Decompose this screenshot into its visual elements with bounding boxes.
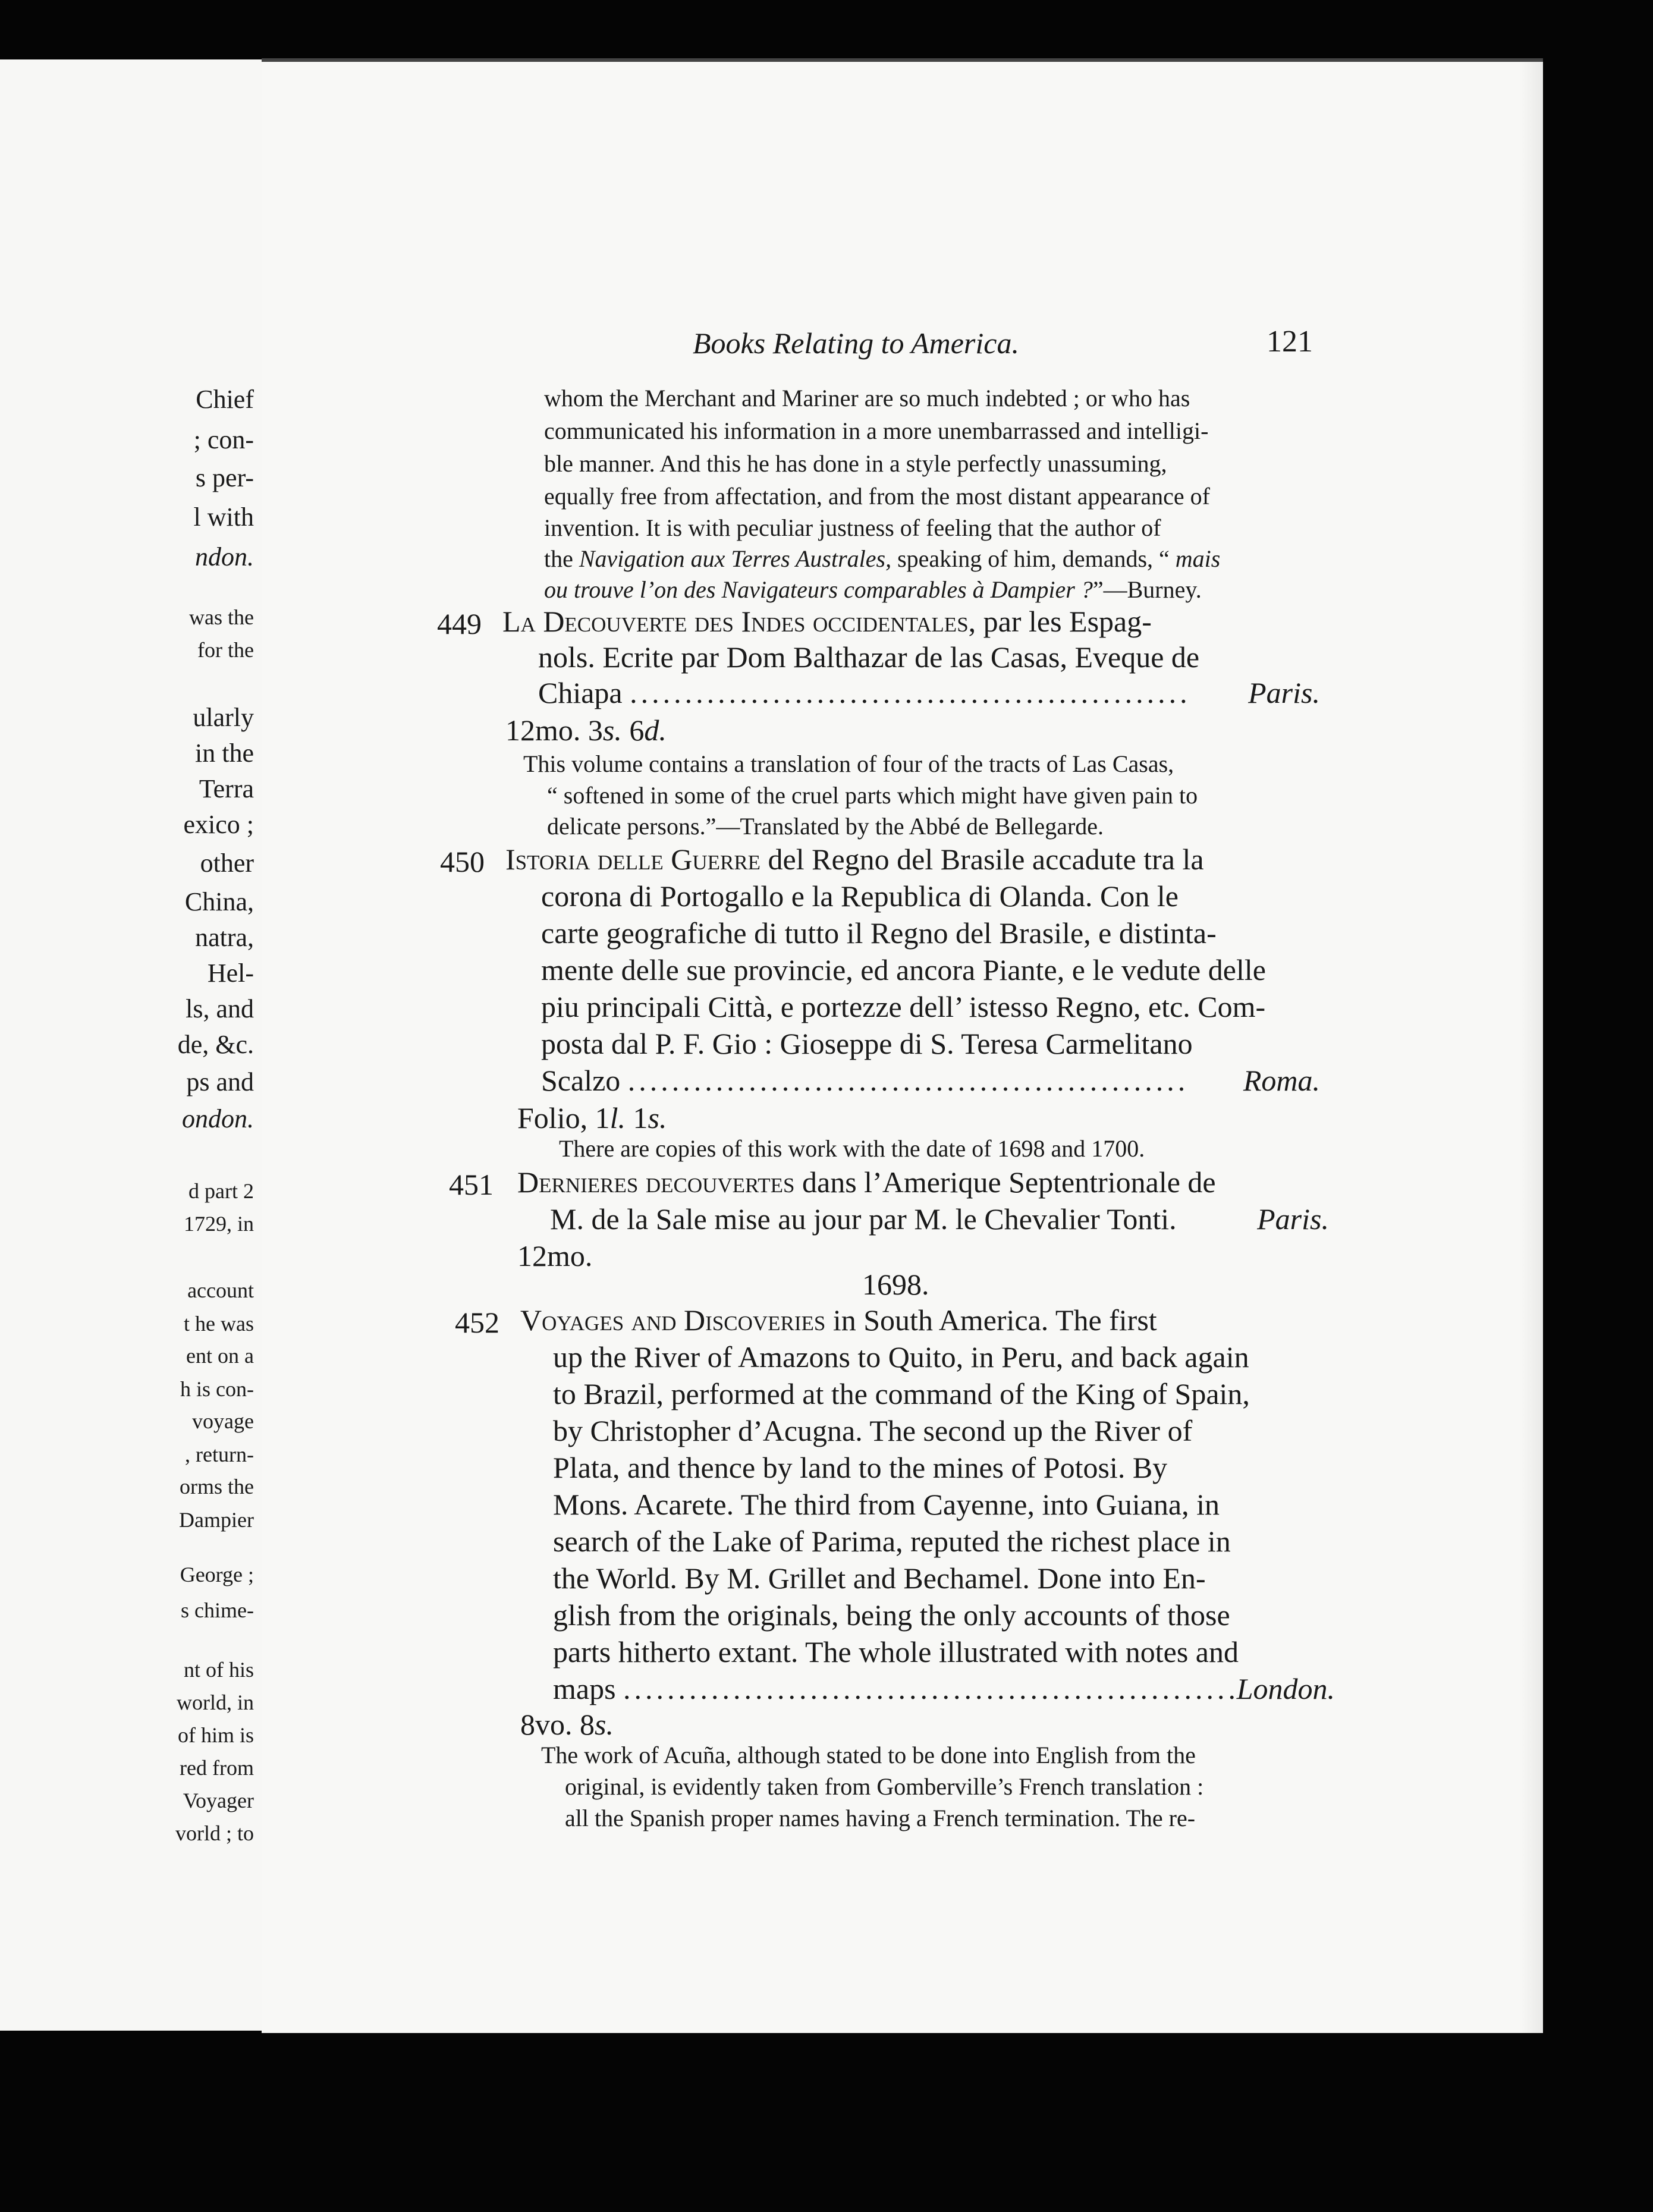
facing-page-fragment: other <box>200 849 254 878</box>
entry-title: Istoria delle Guerre <box>505 843 761 876</box>
entry-title: Voyages and Discoveries <box>520 1303 826 1337</box>
facing-page-fragment: Chief <box>196 385 254 414</box>
facing-page-fragment: t he was <box>184 1312 254 1336</box>
entry-line: carte geografiche di tutto il Regno del Brasile, e distinta- <box>541 916 1217 950</box>
format-text: 8vo. 8 <box>520 1708 595 1741</box>
format-unit: s. <box>595 1708 614 1741</box>
entry-line: parts hitherto extant. The whole illustrated with notes and <box>553 1635 1239 1669</box>
entry-line: posta dal P. F. Gio : Gioseppe di S. Teresa Carmelitano <box>541 1027 1193 1060</box>
entry-line: up the River of Amazons to Quito, in Peru, and back again <box>553 1340 1249 1374</box>
entry-imprint <box>541 1066 1320 1095</box>
entry-line: nols. Ecrite par Dom Balthazar de las Casas, Eveque de <box>538 640 1200 674</box>
note-italic: ou trouve l’on des Navigateurs comparables à Dampier ? <box>544 576 1093 603</box>
facing-page-fragment: Dampier <box>179 1508 254 1532</box>
entry-line: glish from the originals, being the only accounts of those <box>553 1598 1230 1632</box>
entry-place: Paris. <box>1248 676 1320 709</box>
format-text: Folio, 1 <box>517 1101 610 1135</box>
note-line: communicated his information in a more unembarrassed and intelligi- <box>544 417 1209 444</box>
entry-line: by Christopher d’Acugna. The second up the River of <box>553 1414 1193 1447</box>
facing-page-fragment: for the <box>197 638 254 662</box>
facing-page-fragment: h is con- <box>180 1377 254 1401</box>
entry-line: mente delle sue provincie, ed ancora Piante, e le vedute delle <box>541 953 1266 986</box>
note-text: speaking of him, demands, “ <box>891 545 1176 572</box>
entry-line: Mons. Acarete. The third from Cayenne, into Guiana, in <box>553 1488 1220 1521</box>
entry-title-line <box>520 1305 1157 1335</box>
facing-page-fragment: Terra <box>199 774 254 803</box>
leader-dots: ................................................... <box>627 1064 1189 1097</box>
entry-note-line: This volume contains a translation of four of the tracts of Las Casas, <box>523 750 1174 777</box>
facing-page-fragment: of him is <box>177 1723 254 1747</box>
facing-page-fragment: ondon. <box>182 1104 254 1133</box>
entry-last-line: Chiapa <box>538 676 623 709</box>
entry-line: search of the Lake of Parima, reputed the richest place in <box>553 1525 1231 1558</box>
leader-dots: ........................................................ <box>623 1672 1240 1705</box>
entry-place: London. <box>1236 1672 1335 1705</box>
facing-page-fragment: l with <box>193 502 254 532</box>
entry-note-line: delicate persons.”—Translated by the Abbé de Bellegarde. <box>547 813 1104 840</box>
entry-note-line: The work of Acuña, although stated to be done into English from the <box>541 1742 1196 1768</box>
entry-note-line: “ softened in some of the cruel parts which might have given pain to <box>547 782 1198 809</box>
entry-line: the World. By M. Grillet and Bechamel. Done into En- <box>553 1561 1206 1595</box>
facing-page-fragment: red from <box>180 1756 254 1780</box>
format-unit: s. <box>602 714 622 747</box>
entry-note-line: all the Spanish proper names having a French termination. The re- <box>565 1805 1196 1831</box>
entry-format <box>517 1103 667 1133</box>
facing-page-fragment: ps and <box>186 1067 254 1096</box>
facing-page-fragment: vorld ; to <box>175 1821 254 1845</box>
entry-imprint <box>553 1674 1335 1704</box>
page-number: 121 <box>1267 325 1313 359</box>
facing-page-fragment: in the <box>195 739 254 768</box>
facing-page-fragment: was the <box>189 605 254 629</box>
running-head: Books Relating to America. <box>693 326 1019 360</box>
facing-page-fragment: nt of his <box>183 1658 254 1682</box>
facing-page-fragment: Voyager <box>183 1789 254 1812</box>
entry-title-line <box>517 1167 1216 1197</box>
entry-line: piu principali Città, e portezze dell’ istesso Regno, etc. Com- <box>541 990 1266 1023</box>
entry-note-line: There are copies of this work with the date of 1698 and 1700. <box>559 1135 1145 1162</box>
note-line: ble manner. And this he has done in a style perfectly unassuming, <box>544 450 1167 477</box>
facing-page-fragment: George ; <box>180 1563 254 1586</box>
entry-title: Dernieres decouvertes <box>517 1165 795 1199</box>
entry-last-line: Scalzo <box>541 1064 621 1097</box>
entry-place: Paris. <box>1257 1202 1329 1236</box>
entry-title-rest: del Regno del Brasile accadute tra la <box>760 843 1204 876</box>
note-line <box>544 578 1202 602</box>
format-unit: d. <box>644 714 667 747</box>
note-line: equally free from affectation, and from the most distant appearance of <box>544 483 1210 510</box>
entry-note-line: original, is evidently taken from Gomberville’s French translation : <box>565 1773 1204 1800</box>
facing-page-fragment: orms the <box>180 1475 254 1498</box>
facing-page-fragment: 1729, in <box>183 1212 254 1236</box>
note-line: whom the Merchant and Mariner are so much indebted ; or who has <box>544 385 1190 411</box>
entry-title-rest: in South America. The first <box>825 1303 1157 1337</box>
entry-format: 12mo. <box>517 1239 593 1272</box>
entry-number: 452 <box>455 1306 499 1339</box>
entry-line: to Brazil, performed at the command of the King of Spain, <box>553 1377 1250 1410</box>
entry-title-line <box>505 844 1204 874</box>
format-unit: l. <box>609 1101 626 1135</box>
facing-page-fragment: ndon. <box>195 542 254 571</box>
entry-line: corona di Portogallo e la Republica di Olanda. Con le <box>541 879 1179 913</box>
facing-page-fragment: de, &c. <box>177 1030 254 1059</box>
format-text: 1 <box>626 1101 648 1135</box>
year-heading: 1698. <box>862 1268 929 1301</box>
entry-imprint <box>538 678 1320 708</box>
note-text: the <box>544 545 579 572</box>
facing-page-fragment: ; con- <box>193 425 254 454</box>
facing-page-fragment: s chime- <box>181 1598 254 1622</box>
entry-title-rest: par les Espag- <box>976 605 1152 638</box>
facing-page-fragment: , return- <box>185 1443 254 1466</box>
entry-place: Roma. <box>1243 1064 1320 1097</box>
entry-line <box>550 1204 1329 1234</box>
entry-title-rest: dans l’Amerique Septentrionale de <box>794 1165 1216 1199</box>
note-text: ”—Burney. <box>1092 576 1202 603</box>
facing-page-fragment: Hel- <box>207 959 254 988</box>
facing-page-fragment: account <box>187 1278 254 1302</box>
entry-format <box>520 1710 614 1739</box>
facing-page-fragment: ularly <box>193 703 254 732</box>
facing-page-fragment: world, in <box>177 1691 254 1714</box>
format-text: 6 <box>621 714 645 747</box>
page-top-edge <box>262 58 1543 62</box>
facing-page-fragment: ls, and <box>186 994 254 1023</box>
entry-line-text: M. de la Sale mise au jour par M. le Chevalier Tonti. <box>550 1202 1177 1236</box>
format-unit: s. <box>648 1101 667 1135</box>
entry-title-line <box>502 607 1152 636</box>
facing-page-fragment: exico ; <box>183 810 254 839</box>
note-italic: mais <box>1175 545 1221 572</box>
facing-page-fragment: voyage <box>192 1409 254 1433</box>
entry-last-line: maps <box>553 1672 616 1705</box>
facing-page-fragment: ent on a <box>186 1344 254 1368</box>
leader-dots: ................................................... <box>630 676 1191 709</box>
entry-line: Plata, and thence by land to the mines of Potosi. By <box>553 1451 1168 1484</box>
entry-format <box>505 715 667 745</box>
format-text: 12mo. 3 <box>505 714 603 747</box>
facing-page-fragment: natra, <box>195 923 254 952</box>
entry-number: 451 <box>449 1168 494 1201</box>
note-italic: Navigation aux Terres Australes, <box>579 545 892 572</box>
facing-page <box>0 59 275 2031</box>
facing-page-fragment: s per- <box>195 463 254 492</box>
facing-page-fragment: d part 2 <box>188 1179 254 1203</box>
note-line: invention. It is with peculiar justness of feeling that the author of <box>544 514 1161 541</box>
facing-page-fragment: China, <box>184 887 254 916</box>
note-line <box>544 547 1220 571</box>
entry-number: 450 <box>440 845 485 878</box>
entry-number: 449 <box>437 607 482 640</box>
entry-title: La Decouverte des Indes occidentales, <box>502 605 976 638</box>
